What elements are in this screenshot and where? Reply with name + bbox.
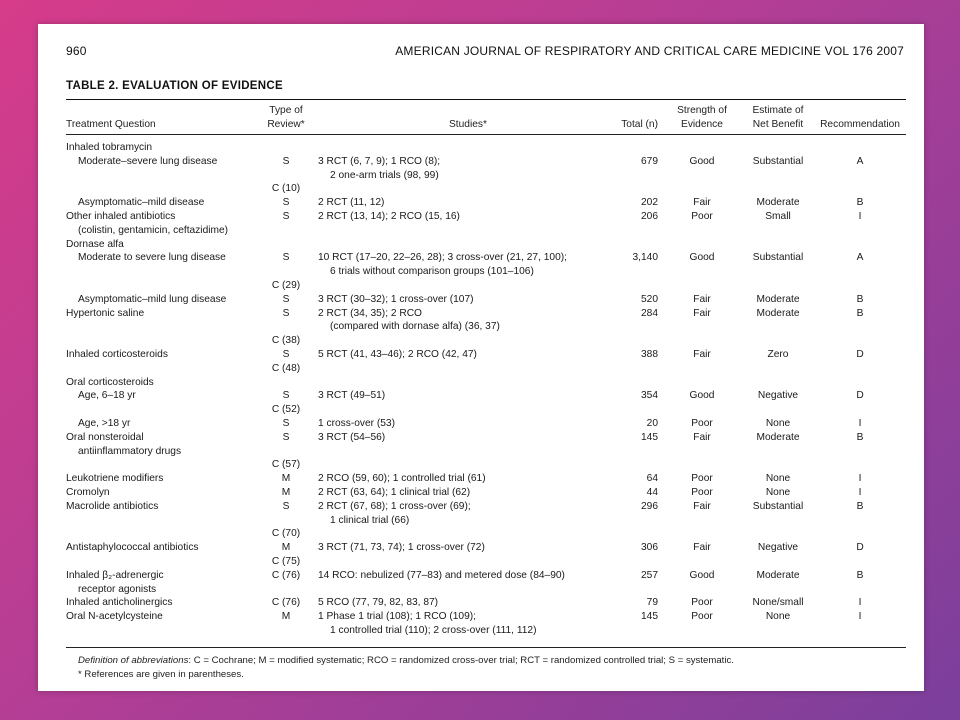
cell-benefit: Moderate — [756, 431, 800, 443]
cell-strength: Fair — [693, 307, 711, 319]
cell-recommendation: B — [856, 500, 864, 512]
cell-type-of-review: S — [282, 293, 290, 305]
cell-strength: Good — [689, 155, 715, 167]
cell-treatment-question: Other inhaled antibiotics — [66, 211, 176, 222]
cell-total: 257 — [641, 569, 658, 581]
cell-studies: 2 one-arm trials (98, 99) — [330, 169, 439, 181]
footnote-references: * References are given in parentheses. — [78, 669, 244, 680]
cell-strength: Poor — [691, 473, 713, 485]
cell-total: 206 — [641, 211, 658, 222]
cell-benefit: Moderate — [756, 569, 800, 581]
cell-type-of-review: S — [282, 307, 290, 319]
footnote-abbreviations — [78, 654, 734, 667]
cell-benefit: None — [765, 611, 791, 623]
cell-type-of-review: M — [281, 487, 291, 498]
cell-type-of-review: C (29) — [271, 280, 301, 291]
cell-type-of-review: S — [282, 431, 290, 443]
cell-benefit: Moderate — [756, 307, 800, 319]
cell-treatment-question: Age, >18 yr — [78, 418, 131, 429]
cell-total: 20 — [646, 418, 658, 429]
cell-studies: 3 RCT (71, 73, 74); 1 cross-over (72) — [318, 542, 485, 554]
cell-total: 145 — [641, 611, 658, 623]
cell-type-of-review: C (38) — [271, 335, 301, 347]
cell-benefit: Negative — [757, 390, 799, 402]
table-top-rule — [66, 99, 906, 100]
header-total: Total (n) — [621, 119, 658, 130]
cell-studies: 1 controlled trial (110); 2 cross-over (111, 112) — [330, 625, 537, 636]
cell-studies: 1 clinical trial (66) — [330, 514, 410, 526]
cell-recommendation: I — [858, 611, 862, 623]
cell-strength: Fair — [693, 349, 711, 360]
page-number: 960 — [66, 44, 87, 58]
cell-recommendation: D — [856, 542, 864, 554]
cell-treatment-question: Moderate to severe lung disease — [78, 252, 226, 264]
cell-total: 3,140 — [632, 252, 658, 264]
cell-treatment-question: Age, 6–18 yr — [78, 390, 136, 402]
cell-treatment-question: Oral N-acetylcysteine — [66, 611, 163, 623]
cell-strength: Poor — [691, 487, 713, 498]
cell-studies: 3 RCT (30–32); 1 cross-over (107) — [318, 293, 474, 305]
cell-total: 145 — [641, 431, 658, 443]
cell-treatment-question: Moderate–severe lung disease — [78, 155, 218, 167]
cell-strength: Fair — [693, 197, 711, 209]
cell-type-of-review: S — [282, 211, 290, 222]
cell-type-of-review: M — [281, 542, 291, 554]
cell-strength: Good — [689, 390, 715, 402]
cell-benefit: Negative — [757, 542, 799, 554]
footnote-definitions: : C = Cochrane; M = modified systematic; RCO = randomized cross-over trial; RCT = randomized controlled trial; S = systematic. — [188, 655, 734, 666]
cell-strength: Good — [689, 569, 715, 581]
cell-studies: 2 RCT (67, 68); 1 cross-over (69); — [318, 500, 471, 512]
cell-treatment-question: Inhaled tobramycin — [66, 142, 153, 153]
cell-recommendation: B — [856, 293, 864, 305]
cell-benefit: Zero — [767, 349, 789, 360]
header-strength-line1: Strength of — [677, 105, 727, 116]
cell-benefit: None — [765, 418, 791, 429]
cell-benefit: Small — [765, 211, 791, 222]
header-recommendation: Recommendation — [820, 119, 900, 130]
cell-total: 44 — [646, 487, 658, 498]
cell-treatment-question: Inhaled corticosteroids — [66, 349, 168, 360]
cell-recommendation: B — [856, 197, 864, 209]
cell-treatment-question: Leukotriene modifiers — [66, 473, 164, 485]
cell-type-of-review: C (52) — [271, 404, 301, 416]
cell-type-of-review: M — [281, 611, 291, 623]
cell-total: 520 — [641, 293, 658, 305]
cell-recommendation: B — [856, 569, 864, 581]
cell-studies: 3 RCT (49–51) — [318, 390, 386, 402]
cell-studies: 6 trials without comparison groups (101–106) — [330, 266, 534, 278]
cell-recommendation: I — [858, 211, 862, 222]
cell-benefit: Moderate — [756, 197, 800, 209]
cell-strength: Poor — [691, 211, 713, 222]
cell-type-of-review: C (70) — [271, 528, 301, 540]
cell-treatment-question: Inhaled anticholinergics — [66, 597, 173, 609]
cell-strength: Poor — [691, 418, 713, 429]
cell-treatment-question: (colistin, gentamicin, ceftazidime) — [78, 224, 229, 236]
cell-studies: 2 RCT (13, 14); 2 RCO (15, 16) — [318, 211, 460, 222]
cell-recommendation: I — [858, 597, 862, 609]
cell-studies: 2 RCO (59, 60); 1 controlled trial (61) — [318, 473, 486, 485]
cell-total: 296 — [641, 500, 658, 512]
cell-recommendation: A — [856, 252, 864, 264]
cell-recommendation: I — [858, 418, 862, 429]
cell-recommendation: I — [858, 473, 862, 485]
cell-treatment-question: receptor agonists — [78, 583, 157, 595]
cell-type-of-review: M — [281, 473, 291, 485]
journal-title: AMERICAN JOURNAL OF RESPIRATORY AND CRITICAL CARE MEDICINE VOL 176 2007 — [395, 44, 904, 58]
cell-total: 79 — [646, 597, 658, 609]
cell-strength: Good — [689, 252, 715, 264]
cell-studies: 1 cross-over (53) — [318, 418, 395, 429]
cell-strength: Fair — [693, 431, 711, 443]
cell-type-of-review: S — [282, 500, 290, 512]
cell-studies: 2 RCT (11, 12) — [318, 197, 385, 209]
cell-studies: 2 RCT (34, 35); 2 RCO — [318, 307, 422, 319]
cell-type-of-review: C (75) — [271, 556, 301, 567]
cell-benefit: None/small — [752, 597, 804, 609]
cell-treatment-question: antiinflammatory drugs — [78, 445, 182, 457]
cell-studies: 5 RCO (77, 79, 82, 83, 87) — [318, 597, 439, 609]
cell-type-of-review: C (10) — [271, 183, 301, 195]
cell-total: 64 — [646, 473, 658, 485]
cell-strength: Fair — [693, 542, 711, 554]
table-bottom-rule — [66, 647, 906, 648]
cell-recommendation: B — [856, 307, 864, 319]
header-type-of-review-line2: Review* — [267, 119, 305, 130]
header-strength-line2: Evidence — [681, 119, 723, 130]
cell-treatment-question: Macrolide antibiotics — [66, 500, 159, 512]
cell-total: 306 — [641, 542, 658, 554]
cell-studies: 2 RCT (63, 64); 1 clinical trial (62) — [318, 487, 471, 498]
cell-benefit: Substantial — [752, 252, 804, 264]
cell-strength: Fair — [693, 500, 711, 512]
journal-page — [38, 24, 924, 691]
cell-strength: Poor — [691, 597, 713, 609]
cell-total: 679 — [641, 155, 658, 167]
cell-recommendation: D — [856, 349, 864, 360]
cell-recommendation: A — [856, 155, 864, 167]
cell-treatment-question: Inhaled β₂-adrenergic — [66, 569, 164, 581]
cell-total: 284 — [641, 307, 658, 319]
cell-treatment-question: Oral corticosteroids — [66, 376, 154, 388]
cell-total: 388 — [641, 349, 658, 360]
header-benefit-line2: Net Benefit — [752, 119, 804, 130]
header-type-of-review-line1: Type of — [269, 105, 303, 116]
cell-recommendation: D — [856, 390, 864, 402]
cell-type-of-review: C (76) — [271, 569, 301, 581]
cell-type-of-review: S — [282, 252, 290, 264]
cell-benefit: Substantial — [752, 500, 804, 512]
cell-type-of-review: S — [282, 197, 290, 209]
cell-type-of-review: C (57) — [271, 459, 301, 471]
header-rule — [66, 134, 906, 135]
cell-type-of-review: C (48) — [271, 362, 301, 374]
cell-studies: (compared with dornase alfa) (36, 37) — [330, 321, 500, 333]
cell-recommendation: I — [858, 487, 862, 498]
running-head — [66, 44, 904, 58]
cell-type-of-review: S — [282, 349, 290, 360]
header-studies: Studies* — [449, 119, 487, 130]
cell-treatment-question: Asymptomatic–mild lung disease — [78, 293, 227, 305]
cell-treatment-question: Antistaphylococcal antibiotics — [66, 542, 199, 554]
table-title: TABLE 2. EVALUATION OF EVIDENCE — [66, 80, 283, 92]
cell-strength: Fair — [693, 293, 711, 305]
cell-studies: 3 RCT (54–56) — [318, 431, 386, 443]
cell-treatment-question: Dornase alfa — [66, 238, 124, 250]
header-benefit-line1: Estimate of — [752, 105, 804, 116]
cell-treatment-question: Hypertonic saline — [66, 307, 145, 319]
cell-studies: 3 RCT (6, 7, 9); 1 RCO (8); — [318, 155, 441, 167]
header-treatment-question: Treatment Question — [66, 119, 156, 130]
cell-treatment-question: Cromolyn — [66, 487, 110, 498]
cell-treatment-question: Asymptomatic–mild disease — [78, 197, 205, 209]
cell-benefit: Moderate — [756, 293, 800, 305]
cell-type-of-review: S — [282, 155, 290, 167]
cell-total: 202 — [641, 197, 658, 209]
cell-studies: 10 RCT (17–20, 22–26, 28); 3 cross-over (21, 27, 100); — [318, 252, 567, 264]
cell-recommendation: B — [856, 431, 864, 443]
cell-benefit: None — [765, 473, 791, 485]
footnote-label: Definition of abbreviations — [78, 655, 189, 666]
cell-benefit: None — [765, 487, 791, 498]
cell-treatment-question: Oral nonsteroidal — [66, 431, 144, 443]
cell-benefit: Substantial — [752, 155, 804, 167]
cell-type-of-review: S — [282, 418, 290, 429]
cell-studies: 1 Phase 1 trial (108); 1 RCO (109); — [318, 611, 476, 623]
cell-type-of-review: C (76) — [271, 597, 301, 609]
cell-studies: 14 RCO: nebulized (77–83) and metered dose (84–90) — [318, 569, 565, 581]
cell-studies: 5 RCT (41, 43–46); 2 RCO (42, 47) — [318, 349, 477, 360]
cell-type-of-review: S — [282, 390, 290, 402]
cell-total: 354 — [641, 390, 658, 402]
cell-strength: Poor — [691, 611, 713, 623]
